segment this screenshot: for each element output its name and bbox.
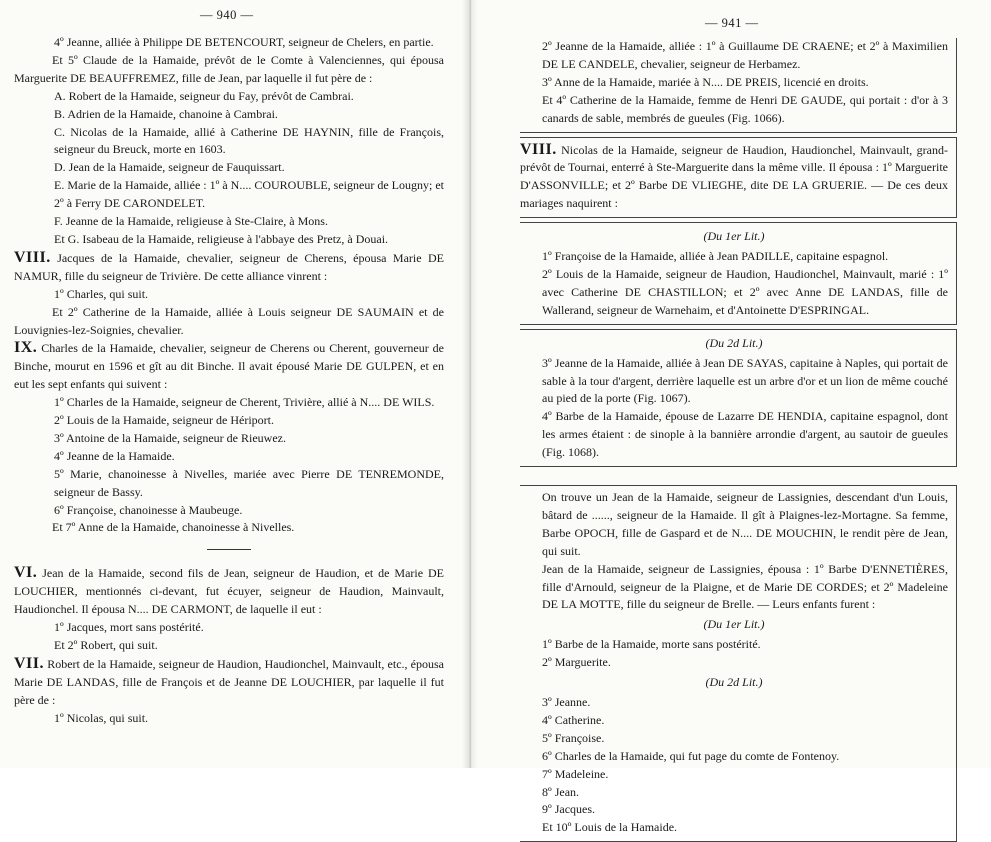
list-item: 8º Jean.	[542, 784, 580, 799]
list-item: 7º Madeleine.	[542, 766, 609, 781]
generation-paragraph	[14, 655, 444, 710]
right-page	[470, 0, 991, 835]
text-line: 1º Charles de la Hamaide, seigneur de Cherent, Trivière, allié à N.... DE WILS.	[54, 395, 435, 410]
text-line: Jacques de la Hamaide, chevalier, seigneur de Cherens, épousa Marie DE NAMUR, fille du seigneur de Trivière. De cette alliance vinrent :	[14, 250, 444, 283]
generation-paragraph	[14, 339, 444, 394]
text-line: Jean de la Hamaide, seigneur de Lassignies, épousa : 1º Barbe D'ENNETIÈRES, fille d'Arnould, seigneur de la Plaigne, et de Marie DE CORDES; et 2º Madeleine DE LA MOTTE, fille du seigneur de Brelle. — Leurs enfants furent :	[542, 561, 948, 612]
boxed-section	[520, 222, 957, 325]
text-line: E. Marie de la Hamaide, alliée : 1º à N.... COUROUBLE, seigneur de Lougny; et 2º à Ferry DE CARONDELET.	[54, 178, 444, 211]
text-line: 2º Louis de la Hamaide, seigneur de Hériport.	[54, 413, 274, 428]
text-line: 6º Françoise, chanoinesse à Maubeuge.	[54, 502, 243, 517]
text-line: 1º Jacques, mort sans postérité.	[54, 620, 204, 635]
text-line: 2º Jeanne de la Hamaide, alliée : 1º à Guillaume DE CRAENE; et 2º à Maximilien DE LE CANDELE, chevalier, seigneur de Herbamez.	[542, 39, 948, 71]
text-line: Robert de la Hamaide, seigneur de Haudion, Haudionchel, Mainvault, etc., épousa Marie DE LANDAS, fille de François et de Jeanne DE LOUCHIER, par laquelle il fut père de :	[14, 656, 445, 707]
text-line: 1º Nicolas, qui suit.	[54, 710, 149, 725]
text-line: B. Adrien de la Hamaide, chanoine à Cambrai.	[54, 106, 278, 121]
right-page-text	[520, 38, 957, 842]
spacer	[520, 467, 957, 481]
text-line: 4º Jeanne de la Hamaide.	[54, 448, 175, 463]
text-line: 3º Anne de la Hamaide, mariée à N.... DE PREIS, licencié en droits.	[542, 74, 869, 89]
lit-heading: (Du 2d Lit.)	[705, 675, 763, 690]
text-line: F. Jeanne de la Hamaide, religieuse à Ste-Claire, à Mons.	[54, 214, 328, 229]
children-list	[520, 694, 948, 837]
text-line: 3º Antoine de la Hamaide, seigneur de Rieuwez.	[54, 430, 286, 445]
text-line: 4º Jeanne, alliée à Philippe DE BETENCOURT, seigneur de Chelers, en partie.	[54, 35, 434, 49]
text-line: 2º Marguerite.	[542, 655, 611, 670]
text-line: On trouve un Jean de la Hamaide, seigneur de Lassignies, descendant d'un Louis, bâtard de ......, seigneur de la Hamaide. Il gît à Plaignes-lez-Mortagne. Sa femme, Barbe OPOCH, fille de Gaspard et de N.... DE MOUCHIN, le rendit père de Jean, qui suit.	[542, 490, 948, 558]
generation-number: VIII.	[14, 248, 51, 266]
boxed-section	[520, 485, 957, 842]
list-item: 3º Jeanne.	[542, 695, 591, 709]
text-line: 2º Louis de la Hamaide, seigneur de Haudion, Haudionchel, Mainvault, marié : 1º avec Catherine DE CHASTILLON; et 2º avec Anne DE LANDAS, fille de Wallerand, seigneur de Warnehaim, et d'Antoinette D'ESPRINGAL.	[542, 266, 948, 317]
lit-heading: (Du 2d Lit.)	[705, 335, 763, 350]
boxed-section	[520, 38, 957, 133]
text-line: A. Robert de la Hamaide, seigneur du Fay, prévôt de Cambrai.	[54, 88, 354, 103]
generation-paragraph	[14, 564, 444, 619]
text-line: Et 2º Robert, qui suit.	[54, 638, 158, 652]
text-line: D. Jean de la Hamaide, seigneur de Fauquissart.	[54, 160, 285, 175]
generation-number: IX.	[14, 339, 38, 357]
list-item: 9º Jacques.	[542, 802, 596, 817]
page-number-941: — 941 —	[705, 16, 759, 30]
list-item: 5º Françoise.	[542, 730, 605, 745]
section-divider	[207, 549, 251, 550]
generation-number: VIII.	[520, 140, 557, 158]
text-line: 1º Françoise de la Hamaide, alliée à Jean PADILLE, capitaine espagnol.	[542, 249, 889, 264]
text-line: Jean de la Hamaide, second fils de Jean, seigneur de Haudion, et de Marie DE LOUCHIER, mentionnés ci-devant, fut écuyer, seigneur de Haudion, Mainvault, Haudionchel. Il épousa N.... DE CARMONT, de laquelle il eut :	[14, 566, 445, 617]
page-number-940: — 940 —	[200, 8, 254, 22]
generation-number: VII.	[14, 654, 45, 672]
text-line: 5º Marie, chanoinesse à Nivelles, mariée avec Pierre DE TENREMONDE, seigneur de Bassy.	[54, 466, 444, 499]
list-item: Et 10º Louis de la Hamaide.	[542, 820, 678, 835]
text-line: Nicolas de la Hamaide, seigneur de Haudion, Haudionchel, Mainvault, grand-prévôt de Tournai, enterré à Ste-Marguerite dans la même ville. Il épousa : 1º Marguerite D'ASSONVILLE; et 2º Barbe DE VLIEGHE, dite DE LA GRUERIE. — De ces deux mariages naquirent :	[520, 142, 948, 211]
list-item: 4º Catherine.	[542, 712, 605, 727]
text-line: Et G. Isabeau de la Hamaide, religieuse à l'abbaye des Pretz, à Douai.	[54, 231, 389, 246]
text-line: Et 7º Anne de la Hamaide, chanoinesse à Nivelles.	[52, 520, 295, 535]
text-line: Et 5º Claude de la Hamaide, prévôt de le Comte à Valenciennes, qui épousa Marguerite DE BEAUFFREMEZ, fille de Jean, par laquelle il fut père de :	[14, 52, 444, 85]
left-page-text	[14, 34, 444, 728]
boxed-section	[520, 137, 957, 219]
text-line: 4º Barbe de la Hamaide, épouse de Lazarre DE HENDIA, capitaine espagnol, dont les armes étaient : de sinople à la bannière arrondie d'argent, au sautoir de gueules (Fig. 1068).	[542, 409, 948, 460]
text-line: 1º Charles, qui suit.	[54, 286, 149, 301]
lit-heading: (Du 1er Lit.)	[703, 617, 765, 632]
text-line: Et 2º Catherine de la Hamaide, alliée à Louis seigneur DE SAUMAIN et de Louvignies-lez-Soignies, chevalier.	[14, 304, 444, 337]
lit-heading: (Du 1er Lit.)	[703, 229, 765, 244]
text-line: 3º Jeanne de la Hamaide, alliée à Jean DE SAYAS, capitaine à Naples, qui portait de sable à la tour d'argent, derrière laquelle est un arbre d'or et un lion de même couché au pied de la porte (Fig. 1067).	[542, 355, 948, 406]
generation-paragraph	[520, 141, 948, 214]
text-line: Et 4º Catherine de la Hamaide, femme de Henri DE GAUDE, qui portait : d'or à 3 canards de sable, membrés de gueules (Fig. 1066).	[542, 92, 948, 125]
left-page	[0, 0, 470, 768]
text-line: C. Nicolas de la Hamaide, allié à Catherine DE HAYNIN, fille de François, seigneur du Breuck, morte en 1603.	[54, 124, 444, 157]
text-line: 1º Barbe de la Hamaide, morte sans postérité.	[542, 637, 761, 652]
text-line: Charles de la Hamaide, chevalier, seigneur de Cherens ou Cherent, gouverneur de Binche, mourut en 1596 et gît au dit Binche. Il avait épousé Marie DE GULPEN, et en eut les sept enfants qui suivent :	[14, 341, 445, 392]
list-item: 6º Charles de la Hamaide, qui fut page du comte de Fontenoy.	[542, 748, 840, 763]
generation-paragraph	[14, 249, 444, 286]
generation-number: VI.	[14, 564, 38, 582]
boxed-section	[520, 329, 957, 467]
